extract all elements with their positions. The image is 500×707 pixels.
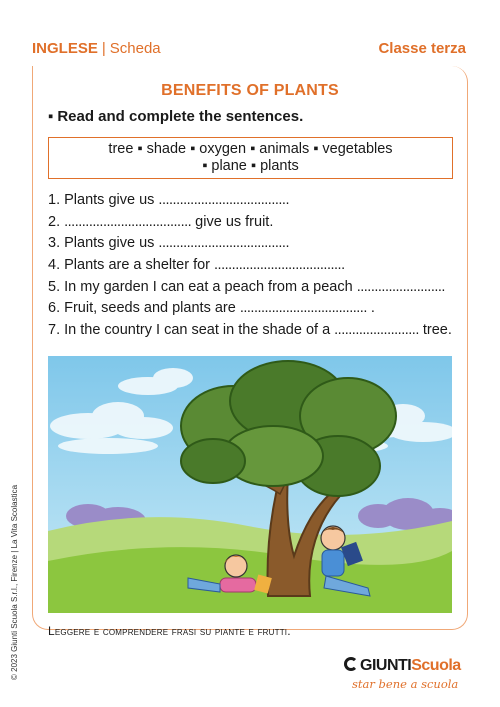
sentence-list <box>48 190 463 342</box>
sentence-text: 7. In the country I can seat in the shade of a <box>48 322 335 339</box>
sentence-text: 4. Plants are a shelter for <box>48 257 215 274</box>
sheet-kind-label: Scheda <box>109 40 161 57</box>
g-logo-icon <box>344 657 358 671</box>
sentence-text-end: . <box>285 192 290 208</box>
sentence-text-end: . <box>366 300 375 317</box>
sentence-text-end: tree. <box>418 322 452 339</box>
sentence-text: 1. Plants give us <box>48 192 159 208</box>
sentence-text-end: . <box>285 235 290 252</box>
word-bank-line-2: ▪ plane ▪ plants <box>202 158 299 174</box>
publisher-logo <box>344 657 474 697</box>
sentence-text: 6. Fruit, seeds and plants are <box>48 300 240 317</box>
sentence-text: 3. Plants give us <box>48 235 159 252</box>
sentence-text: 5. In my garden I can eat a peach from a peach <box>48 278 357 295</box>
subject-label: INGLESE <box>32 40 98 57</box>
sentence-text: 2. <box>48 213 65 230</box>
sentence-item <box>48 190 463 212</box>
answer-blank[interactable]: ........................ <box>334 322 419 339</box>
instruction <box>48 108 303 125</box>
logo-brand-scuola: Scuola <box>411 657 461 674</box>
sentence-text-end: . <box>341 257 346 274</box>
class-label: Classe terza <box>378 40 466 57</box>
answer-blank[interactable]: .................................... <box>158 235 286 252</box>
logo-tagline: star bene a scuola <box>352 677 459 691</box>
header-bar <box>32 40 466 60</box>
sentence-text-end: . <box>441 278 446 295</box>
answer-blank[interactable]: ........................ <box>356 278 442 295</box>
tree-illustration <box>48 356 452 613</box>
sentence-text-end: give us fruit. <box>191 213 274 230</box>
sentence-item <box>48 233 463 255</box>
answer-blank[interactable]: .................................... <box>239 300 367 317</box>
answer-blank[interactable]: .................................... <box>158 192 286 208</box>
worksheet-title: BENEFITS OF PLANTS <box>161 82 339 99</box>
word-bank <box>48 137 453 179</box>
sentence-item <box>48 277 463 299</box>
copyright-notice: © 2023 Giunti Scuola S.r.l., Firenze | La Vita Scolastica <box>10 484 19 680</box>
instruction-bullet-icon: ▪ <box>48 108 54 125</box>
logo-wordmark <box>344 657 474 675</box>
sentence-item <box>48 212 463 234</box>
sentence-item <box>48 320 463 342</box>
logo-brand-giunti: GIUNTI <box>360 657 412 674</box>
answer-blank[interactable]: .................................... <box>64 213 192 230</box>
instruction-text: Read and complete the sentences. <box>57 108 304 125</box>
sentence-item <box>48 255 463 277</box>
activity-caption: Leggere e comprendere frasi su piante e frutti. <box>48 624 291 638</box>
answer-blank[interactable]: .................................... <box>214 257 342 274</box>
header-separator: | <box>101 40 106 57</box>
word-bank-line-1: tree ▪ shade ▪ oxygen ▪ animals ▪ vegetables <box>108 141 393 157</box>
sentence-item <box>48 298 463 320</box>
